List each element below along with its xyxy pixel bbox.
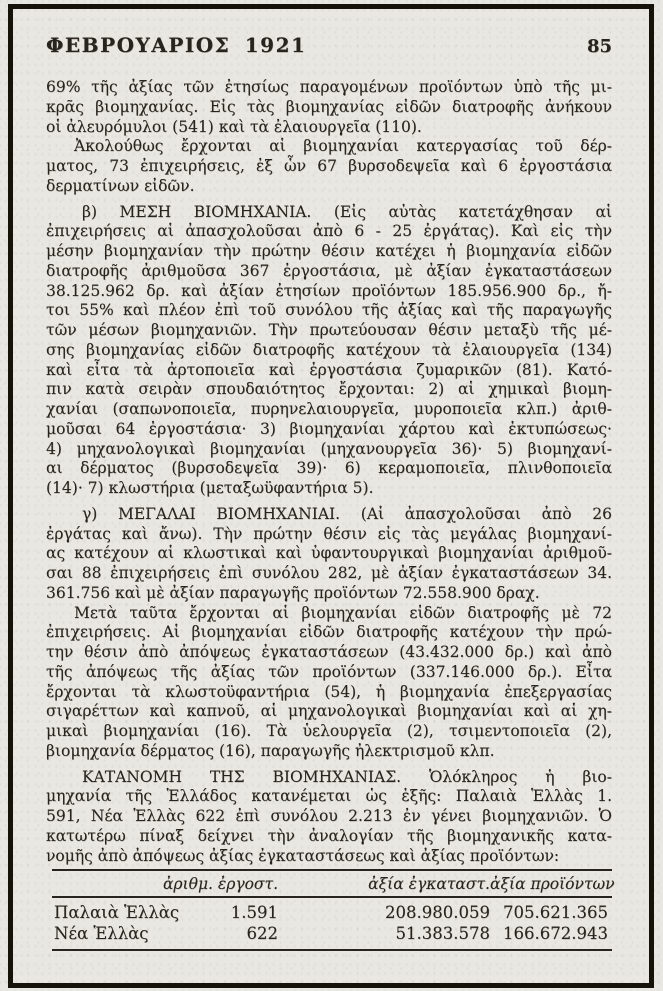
text-line: δερματίνων εἰδῶν.	[46, 176, 195, 195]
page-title: ΦΕΒΡΟΥΑΡΙΟΣ 1921	[46, 33, 307, 57]
text-line: την θέσιν ἀπὸ ἀπόψεως ἐγκαταστάσεων (43.432.000 δρ.) καὶ ἀπὸ	[46, 643, 612, 661]
text-line: γ) ΜΕΓΑΛΑΙ ΒΙΟΜΗΧΑΝΙΑΙ. (Αἱ ἀπασχολοῦσαι ἀπὸ 26	[82, 504, 612, 523]
distribution-table	[52, 869, 615, 951]
paragraph	[46, 137, 612, 196]
text-line: ἐπιχειρήσεις. Αἱ βιομηχανίαι εἰδῶν διατροφῆς κατέχουν τὴν πρώ-	[46, 623, 612, 642]
cell-factories-count: 622	[246, 924, 278, 943]
text-line: 38.125.962 δρ. καὶ ἀξίαν ἐτησίων προϊόντων 185.956.900 δρ., ἤ-	[46, 281, 612, 300]
text-line: μηχανία τῆς Ἑλλάδος κατανέμεται ὡς ἑξῆς: Παλαιὰ Ἑλλὰς 1.	[46, 787, 612, 806]
text-line: μοῦσαι 64 ἐργοστάσια· 3) βιομηχανίαι χάρτου καὶ ἐκτυπώσεως·	[46, 419, 612, 438]
page-header	[46, 33, 612, 57]
text-line: μικαὶ βιομηχανίαι (16). Τὰ ὑελουργεῖα (2), τσιμεντοποιεῖα (2),	[46, 722, 612, 740]
text-line: χανίαι (σαπωνοποιεῖα, πυρηνελαιουργεῖα, μυροποιεῖα κλπ.) ἀριθ-	[46, 400, 612, 418]
text-line: βιομηχανία δέρματος (16), παραγωγῆς ἠλεκτρισμοῦ κλπ.	[46, 741, 495, 760]
table-header-row	[52, 871, 615, 898]
table-header-factories-count: ἀριθμ. ἐργοστ.	[162, 875, 278, 893]
text-line: οἱ ἀλευρόμυλοι (541) καὶ τὰ ἐλαιουργεῖα (110).	[46, 117, 422, 136]
cell-products-value: 705.621.365	[503, 903, 608, 922]
paragraph	[46, 78, 612, 137]
text-line: σαι 88 ἐπιχειρήσεις ἐπὶ συνόλου 282, μὲ ἀξίαν ἐγκαταστάσεων 34.	[46, 564, 612, 582]
text-line: τοι 55% καὶ πλέον ἐπὶ τοῦ συνόλου τῆς ἀξίας καὶ τῆς παραγωγῆς	[46, 301, 612, 320]
text-line: β) ΜΕΣΗ ΒΙΟΜΗΧΑΝΙΑ. (Εἰς αὐτὰς κατετάχθησαν αἱ	[82, 202, 612, 221]
paragraph	[46, 604, 612, 762]
body-text	[46, 78, 612, 866]
text-line: σης βιομηχανίας εἰδῶν διατροφῆς κατέχουν τὰ ἐλαιουργεῖα (134)	[46, 340, 612, 359]
text-line: ας κατέχουν αἱ κλωστικαὶ καὶ ὑφαντουργικαὶ βιομηχανίαι ἀριθμοῦ-	[46, 544, 612, 563]
text-line: αι δέρματος (βυρσοδεψεῖα 39)· 6) κεραμοποιεῖα, πλινθοποιεῖα	[46, 459, 612, 478]
text-line: 361.756 καὶ μὲ ἀξίαν παραγωγῆς προϊόντων 72.558.900 δραχ.	[46, 583, 540, 602]
text-line: ἐργάτας καὶ ἄνω). Τὴν πρώτην θέσιν εἰς τὰς μεγάλας βιομηχανί-	[46, 524, 612, 543]
cell-installations-value: 51.383.578	[395, 924, 490, 943]
row-label: Παλαιὰ Ἑλλὰς	[54, 903, 180, 922]
section-paragraph	[46, 768, 612, 867]
text-line: κρᾶς βιομηχανίας. Εἰς τὰς βιομηχανίας εἰδῶν διατροφῆς ἀνήκουν	[46, 97, 612, 116]
table-header-installations-value: ἀξία ἐγκαταστ.	[368, 875, 490, 893]
text-line: τῶν μέσων βιομηχανιῶν. Τὴν πρωτεύουσαν θέσιν μεταξὺ τῆς μέ-	[46, 321, 612, 339]
row-label: Νέα Ἑλλὰς	[54, 924, 149, 943]
text-line: 4) μηχανολογικαὶ βιομηχανίαι (μηχανουργεῖα 36)· 5) βιομηχανί-	[46, 439, 612, 458]
cell-products-value: 166.672.943	[503, 924, 608, 943]
text-line: τῆς ἀπόψεως τῆς ἀξίας τῶν προϊόντων (337.146.000 δρ.). Εἶτα	[46, 662, 612, 681]
text-line: πιν κατὰ σειρὰν σπουδαιότητος ἔρχονται: 2) αἱ χημικαὶ βιομη-	[46, 380, 612, 399]
table-header-products-value: ἀξία προϊόντων	[490, 875, 615, 893]
text-line: ματος, 73 ἐπιχειρήσεις, ἐξ ὧν 67 βυρσοδεψεῖα καὶ 6 ἐργοστάσια	[46, 157, 612, 175]
section-paragraph	[46, 203, 612, 499]
text-line: 69% τῆς ἀξίας τῶν ἐτησίως παραγομένων προϊόντων ὑπὸ τῆς μι-	[46, 78, 612, 96]
page-number: 85	[586, 36, 612, 57]
text-line: ΚΑΤΑΝΟΜΗ ΤΗΣ ΒΙΟΜΗΧΑΝΙΑΣ. Ὁλόκληρος ἡ βιο-	[82, 767, 612, 786]
text-line: ἐπιχειρήσεις αἱ ἀπασχολοῦσαι ἀπὸ 6 - 25 ἐργάτας). Καὶ εἰς τὴν	[46, 222, 612, 241]
table-row-old-greece	[52, 898, 612, 923]
text-line: Ἀκολούθως ἔρχονται αἱ βιομηχανίαι κατεργασίας τοῦ δέρ-	[74, 137, 612, 156]
text-line: ἔρχονται τὰ κλωστοϋφαντήρια (54), ἡ βιομηχανία ἐπεξεργασίας	[46, 682, 612, 701]
cell-installations-value: 208.980.059	[385, 903, 490, 922]
text-line: (14)· 7) κλωστήρια (μεταξωϋφαντήρια 5).	[46, 479, 374, 497]
text-line: Μετὰ ταῦτα ἔρχονται αἱ βιομηχανίαι εἰδῶν διατροφῆς μὲ 72	[74, 603, 612, 622]
text-line: μέσην βιομηχανίαν τὴν πρώτην θέσιν κατέχει ἡ βιομηχανία εἰδῶν	[46, 242, 612, 260]
text-line: κατωτέρω πίναξ δείχνει τὴν ἀναλογίαν τῆς βιομηχανικῆς κατα-	[46, 826, 612, 845]
text-line: σιγαρέττων καὶ καπνοῦ, αἱ μηχανολογικαὶ βιομηχανίαι καὶ αἱ χη-	[46, 702, 612, 721]
text-line: 591, Νέα Ἑλλὰς 622 ἐπὶ συνόλου 2.213 ἐν γένει βιομηχανιῶν. Ὁ	[46, 807, 612, 825]
text-line: νομῆς ἀπὸ ἀπόψεως ἀξίας ἐγκαταστάσεως καὶ ἀξίας προϊόντων:	[46, 846, 560, 865]
table-row-new-greece	[52, 923, 612, 949]
section-paragraph	[46, 505, 612, 604]
text-line: διατροφῆς ἀριθμοῦσα 367 ἐργοστάσια, μὲ ἀξίαν ἐγκαταστάσεων	[46, 261, 612, 280]
text-line: καὶ εἶτα τὰ ἀρτοποιεῖα καὶ ἐργοστάσια ζυμαρικῶν (81). Κατό-	[46, 360, 612, 379]
cell-factories-count: 1.591	[230, 903, 278, 922]
